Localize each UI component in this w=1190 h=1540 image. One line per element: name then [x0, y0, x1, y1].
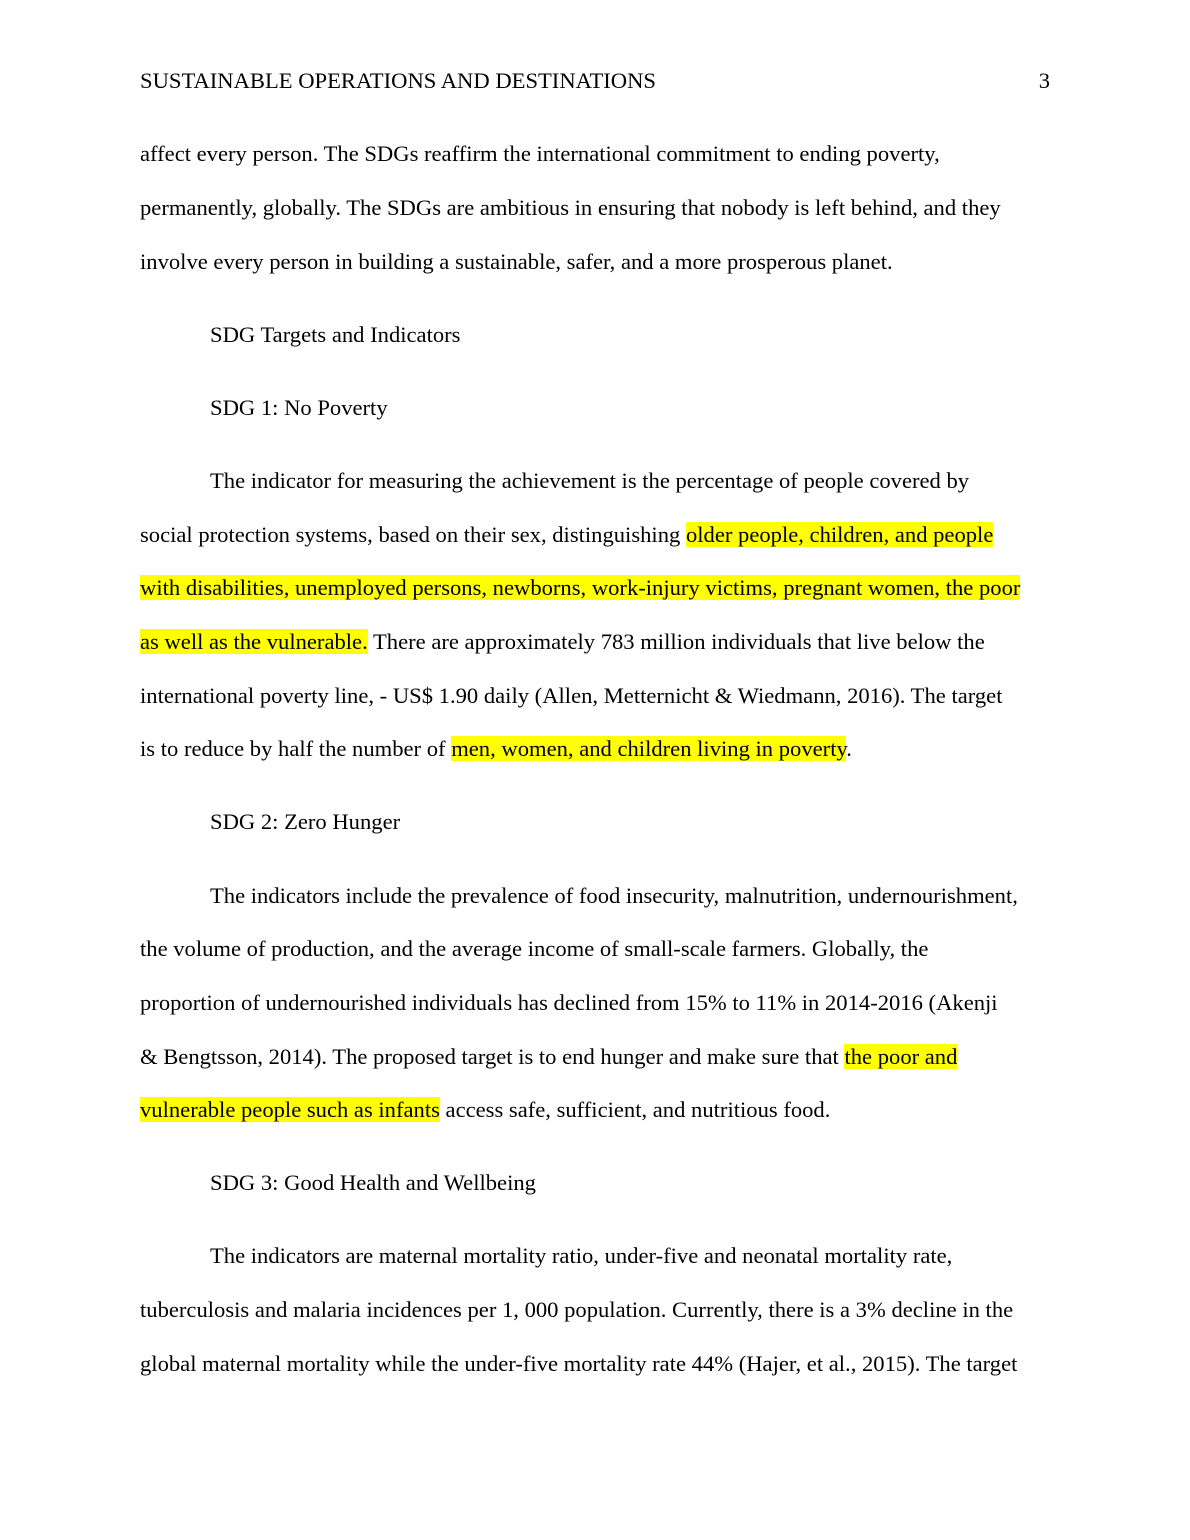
sdg1-highlight-4: men, women, and children living in poverty: [451, 736, 847, 761]
sdg1-highlight-1: older people, children, and people: [685, 522, 994, 547]
page-number: 3: [1038, 68, 1050, 93]
sdg1-line-4-text: There are approximately 783 million individuals that live below the: [367, 629, 985, 654]
sdg1-line-6-text: is to reduce by half the number of: [140, 736, 452, 761]
sdg1-highlight-3: as well as the vulnerable.: [140, 629, 368, 654]
sdg3-line-3: global maternal mortality while the under-five mortality rate 44% (Hajer, et al., 2015). The target: [140, 1351, 1018, 1376]
intro-line-1: affect every person. The SDGs reaffirm the international commitment to ending poverty,: [140, 141, 940, 166]
section-heading: SDG Targets and Indicators: [210, 322, 461, 347]
sdg1-line-6: [140, 734, 852, 764]
sdg2-line-5-text: access safe, sufficient, and nutritious food.: [439, 1097, 831, 1122]
sdg1-line-1: The indicator for measuring the achievement is the percentage of people covered by: [210, 468, 970, 493]
sdg2-highlight-2: vulnerable people such as infants: [140, 1097, 440, 1122]
sdg2-highlight-1: the poor and: [844, 1044, 958, 1069]
sdg2-line-4: [140, 1042, 957, 1072]
sdg1-line-2: [140, 520, 993, 550]
sdg2-line-3: proportion of undernourished individuals has declined from 15% to 11% in 2014-2016 (Akenji: [140, 990, 998, 1015]
page-header: [140, 68, 1050, 98]
sdg2-line-1: The indicators include the prevalence of food insecurity, malnutrition, undernourishment,: [210, 883, 1018, 908]
sdg2-heading: SDG 2: Zero Hunger: [210, 809, 401, 834]
sdg2-line-5: [140, 1095, 830, 1125]
sdg1-line-6-end: .: [846, 736, 852, 761]
sdg3-heading: SDG 3: Good Health and Wellbeing: [210, 1170, 536, 1195]
sdg1-highlight-2: with disabilities, unemployed persons, newborns, work-injury victims, pregnant women, the poor: [140, 575, 1021, 600]
sdg1-line-4: [140, 627, 985, 657]
sdg3-line-1: The indicators are maternal mortality ratio, under-five and neonatal mortality rate,: [210, 1243, 953, 1268]
sdg1-line-3: [140, 573, 1020, 603]
intro-line-2: permanently, globally. The SDGs are ambitious in ensuring that nobody is left behind, and they: [140, 195, 1001, 220]
sdg1-line-5: international poverty line, - US$ 1.90 daily (Allen, Metternicht & Wiedmann, 2016). The target: [140, 683, 1003, 708]
sdg2-line-2: the volume of production, and the average income of small-scale farmers. Globally, the: [140, 936, 929, 961]
intro-line-3: involve every person in building a sustainable, safer, and a more prosperous planet.: [140, 249, 893, 274]
running-head: SUSTAINABLE OPERATIONS AND DESTINATIONS: [140, 68, 656, 93]
sdg1-line-2-text: social protection systems, based on their sex, distinguishing: [140, 522, 686, 547]
sdg3-line-2: tuberculosis and malaria incidences per 1, 000 population. Currently, there is a 3% decline in the: [140, 1297, 1014, 1322]
sdg1-heading: SDG 1: No Poverty: [210, 395, 388, 420]
sdg2-line-4-text: & Bengtsson, 2014). The proposed target is to end hunger and make sure that: [140, 1044, 845, 1069]
